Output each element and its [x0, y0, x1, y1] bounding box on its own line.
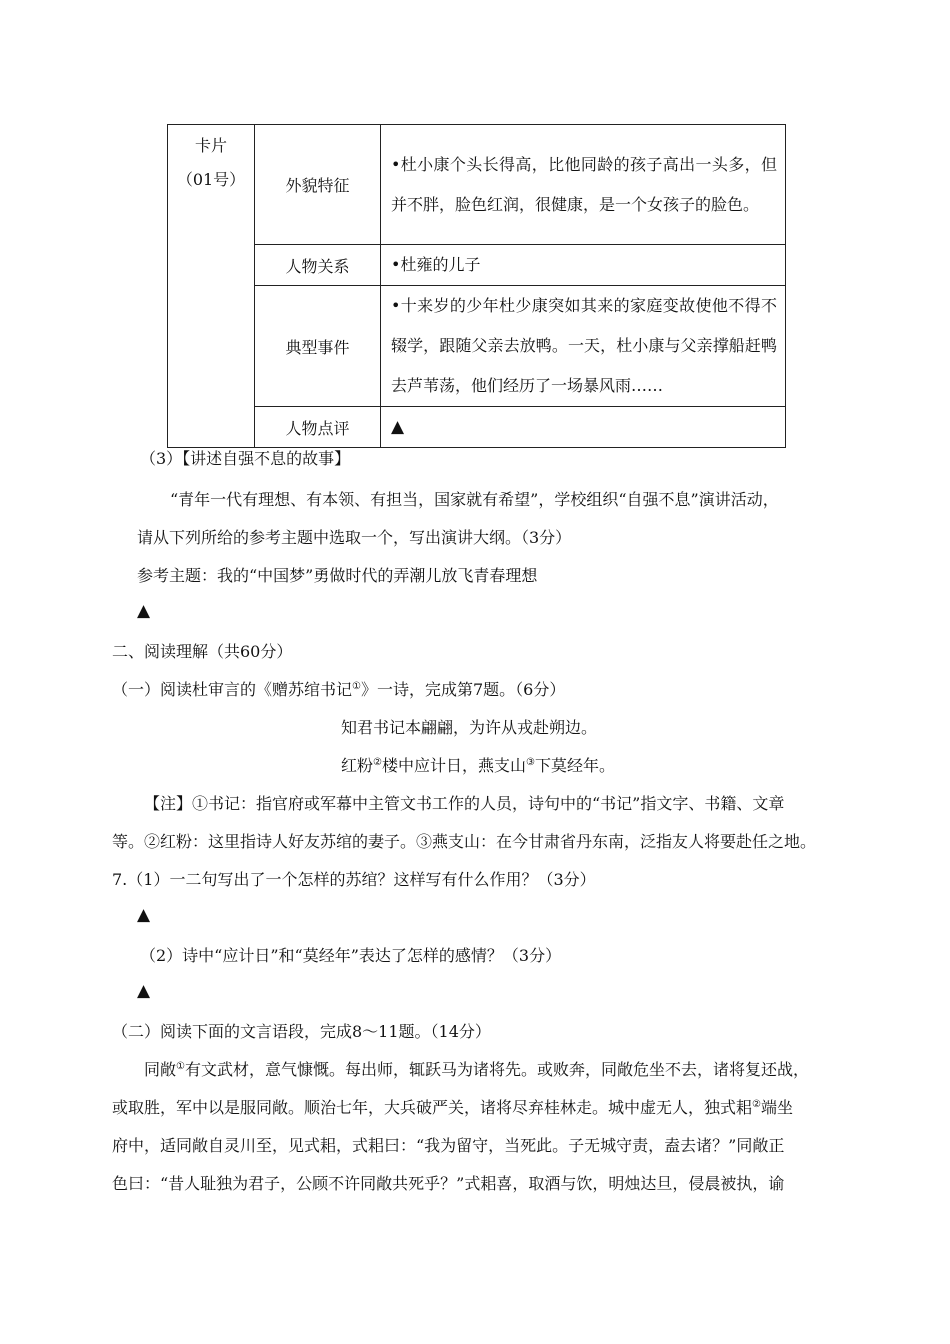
poem-note-line1: 【注】①书记：指官府或军幕中主管文书工作的人员，诗句中的“书记”指文字、书籍、文章 [144, 794, 785, 813]
classical-text-line2: 或取胜，军中以是服同敞。顺治七年，大兵破严关，诸将尽弃桂林走。城中虚无人，独式耜②端坐 [112, 1098, 793, 1117]
q3-prompt-line1: “青年一代有理想、有本领、有担当，国家就有希望”，学校组织“自强不息”演讲活动， [170, 490, 779, 509]
q3-heading: （3）【讲述自强不息的故事】 [140, 449, 351, 468]
card-label-event: 典型事件 [255, 286, 381, 407]
part1-intro: （一）阅读杜审言的《赠苏绾书记①》一诗，完成第7题。（6分） [112, 680, 566, 699]
card-comment-answer-mark: ▲ [381, 407, 786, 448]
question-7-1: 7.（1）一二句写出了一个怎样的苏绾？这样写有什么作用？（3分） [112, 870, 596, 889]
poem-line2: 红粉②楼中应计日，燕支山③下莫经年。 [341, 756, 615, 775]
q3-prompt-line2: 请从下列所给的参考主题中选取一个，写出演讲大纲。（3分） [137, 528, 572, 547]
part2-intro: （二）阅读下面的文言语段，完成8～11题。（14分） [112, 1022, 491, 1041]
card-label-comment: 人物点评 [255, 407, 381, 448]
card-content-appearance: •杜小康个头长得高，比他同龄的孩子高出一头多，但并不胖，脸色红润，很健康，是一个女孩子的脸色。 [381, 125, 786, 245]
classical-text-line3: 府中，适同敞自灵川至，见式耜，式耜曰：“我为留守，当死此。子无城守责，盍去诸？”同敞正 [112, 1136, 785, 1155]
question-7-2: （2）诗中“应计日”和“莫经年”表达了怎样的感情？（3分） [140, 946, 562, 965]
card-title-cell [168, 125, 255, 448]
classical-text-line1: 同敞①有文武材，意气慷慨。每出师，辄跃马为诸将先。或败奔，同敞危坐不去，诸将复还战， [144, 1060, 809, 1079]
poem-line1: 知君书记本翩翩，为许从戎赴朔边。 [341, 718, 598, 737]
card-content-relation: •杜雍的儿子 [381, 245, 786, 286]
poem-note-line2: 等。②红粉：这里指诗人好友苏绾的妻子。③燕支山：在今甘肃省丹东南，泛指友人将要赴任之地。 [112, 832, 817, 851]
card-content-event: •十来岁的少年杜少康突如其来的家庭变故使他不得不辍学，跟随父亲去放鸭。一天，杜小康与父亲撑船赶鸭去芦苇荡，他们经历了一场暴风雨…… [381, 286, 786, 407]
q7-2-answer-mark: ▲ [137, 981, 151, 1001]
section2-title: 二、阅读理解（共60分） [112, 642, 293, 661]
classical-text-line4: 色曰：“昔人耻独为君子，公顾不许同敞共死乎？”式耜喜，取酒与饮，明烛达旦，侵晨被执，谕 [112, 1174, 785, 1193]
card-title: 卡片 [194, 136, 227, 155]
card-label-relation: 人物关系 [255, 245, 381, 286]
character-card-table [167, 124, 786, 448]
card-number: （01号） [176, 170, 246, 189]
q7-1-answer-mark: ▲ [137, 905, 151, 925]
q3-answer-mark: ▲ [137, 601, 151, 621]
card-label-appearance: 外貌特征 [255, 125, 381, 245]
q3-topics: 参考主题：我的“中国梦”勇做时代的弄潮儿放飞青春理想 [137, 566, 538, 585]
